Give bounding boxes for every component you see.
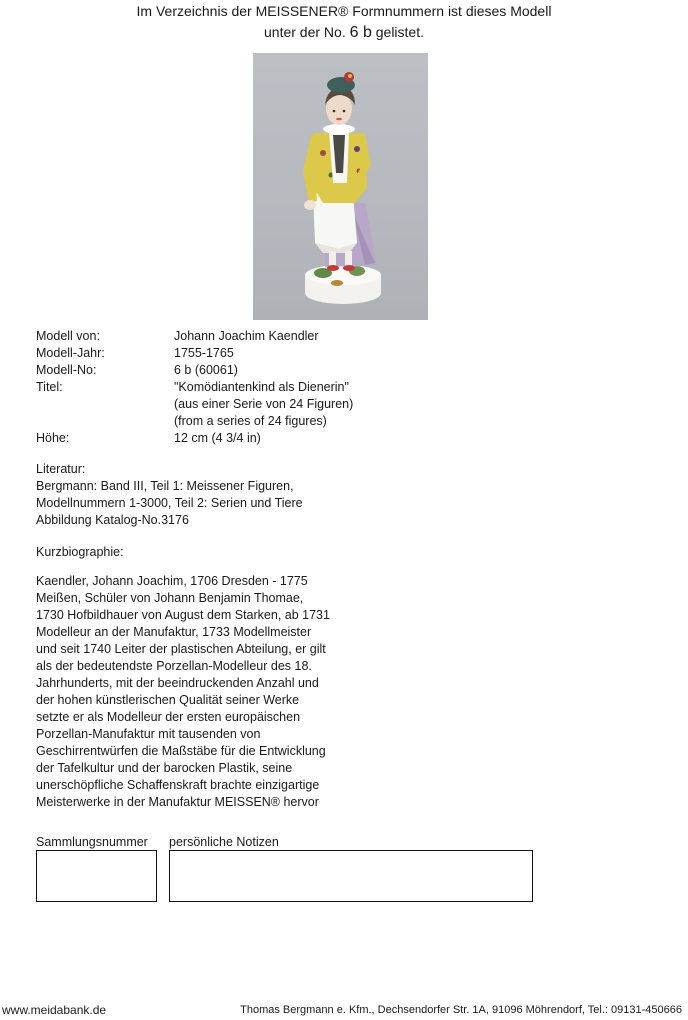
header-line-2-suffix: gelistet. [375, 24, 424, 40]
detail-label: Modell-Jahr: [36, 346, 105, 360]
bio-line: Porzellan-Manufaktur mit tausenden von [36, 727, 261, 741]
model-details [36, 328, 474, 447]
literatur-title: Literatur: [36, 462, 86, 476]
header-line-2-prefix: unter der No. [264, 24, 346, 40]
detail-value: 12 cm (4 3/4 in) [174, 431, 261, 445]
model-number: 6 b [349, 24, 372, 41]
detail-value: Johann Joachim Kaendler [174, 329, 319, 343]
header [0, 0, 688, 43]
literatur-line: Modellnummern 1-3000, Teil 2: Serien und Tiere [36, 496, 303, 510]
detail-label [36, 413, 174, 430]
bio-line: und seit 1740 Leiter der plastischen Abteilung, er gilt [36, 642, 326, 656]
bio-line: Kaendler, Johann Joachim, 1706 Dresden - 1775 [36, 574, 308, 588]
bio-line: Meisterwerke in der Manufaktur MEISSEN® hervor [36, 795, 319, 809]
detail-row-modell-no [36, 362, 474, 379]
bio-line: Modelleur an der Manufaktur, 1733 Modellmeister [36, 625, 312, 639]
sammlungsnummer-label: Sammlungsnummer [36, 835, 148, 849]
bio-line: Jahrhunderts, mit der beeindruckenden Anzahl und [36, 676, 319, 690]
bio-line: Geschirrentwürfen die Maßstäbe für die Entwicklung [36, 744, 326, 758]
detail-label [36, 396, 174, 413]
sammlungsnummer-field[interactable] [36, 850, 157, 902]
literatur-section [36, 461, 356, 529]
bio-line: 1730 Hofbildhauer von August dem Starken, ab 1731 [36, 608, 330, 622]
detail-value: 6 b (60061) [174, 363, 238, 377]
detail-row-modell-jahr [36, 345, 474, 362]
detail-label: Titel: [36, 380, 63, 394]
detail-value: (aus einer Serie von 24 Figuren) [174, 397, 354, 411]
bio-line: Meißen, Schüler von Johann Benjamin Thomae, [36, 591, 304, 605]
header-line-1: Im Verzeichnis der MEISSENER® Formnummern ist dieses Modell [136, 3, 552, 19]
bio-line: unerschöpfliche Schaffenskraft brachte einzigartige [36, 778, 320, 792]
notizen-field[interactable] [169, 850, 533, 902]
bio-line: der Tafelkultur und der barocken Plastik, seine [36, 761, 293, 775]
literatur-line: Bergmann: Band III, Teil 1: Meissener Figuren, [36, 479, 294, 493]
detail-label: Modell von: [36, 329, 100, 343]
detail-row-hoehe [36, 430, 474, 447]
literatur-line: Abbildung Katalog-No.3176 [36, 513, 189, 527]
bio-line: als der bedeutendste Porzellan-Modelleur des 18. [36, 659, 312, 673]
detail-label: Modell-No: [36, 363, 97, 377]
kurzbiographie-text [36, 573, 346, 811]
detail-row-titel [36, 379, 474, 396]
figurine-illustration [253, 53, 428, 320]
detail-value: (from a series of 24 figures) [174, 414, 327, 428]
detail-value: 1755-1765 [174, 346, 234, 360]
kurzbiographie-title: Kurzbiographie: [36, 545, 124, 559]
detail-row-modell-von [36, 328, 474, 345]
header-line-2 [0, 22, 688, 43]
notizen-label: persönliche Notizen [169, 835, 279, 849]
detail-value: "Komödiantenkind als Dienerin" [174, 380, 349, 394]
figurine-photo [253, 53, 428, 320]
bio-line: der hohen künstlerischen Qualität seiner Werke [36, 693, 300, 707]
bio-line: setzte er als Modelleur der ersten europäischen [36, 710, 301, 724]
detail-row-titel-cont-1 [36, 396, 474, 413]
footer-contact: Thomas Bergmann e. Kfm., Dechsendorfer Str. 1A, 91096 Möhrendorf, Tel.: 09131-450666 [240, 1004, 682, 1016]
detail-row-titel-cont-2 [36, 413, 474, 430]
detail-label: Höhe: [36, 431, 70, 445]
footer-website[interactable]: www.meidabank.de [2, 1003, 107, 1017]
